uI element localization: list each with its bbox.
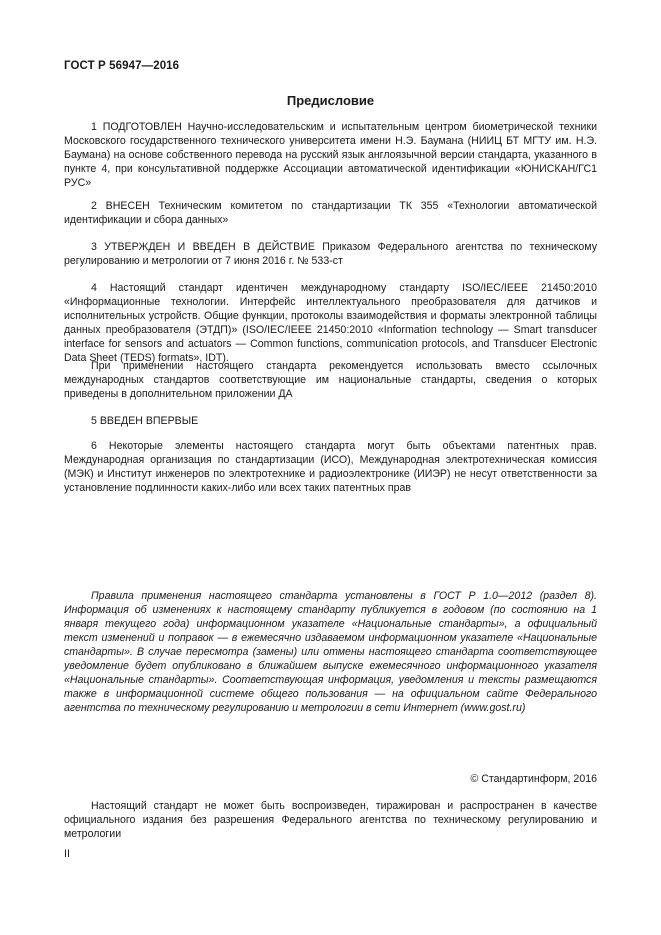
item-6-text: 6 Некоторые элементы настоящего стандарта могут быть объектами патентных прав. Международная организация по стандартизации (ИСО), Международная электротехническая комиссия (МЭК) и Институт инженеров по электротехнике и радиоэлектронике (ИИЭР) не несут ответственности за установление подлинности каких-либо или всех таких патентных прав (64, 440, 597, 494)
page-title: Предисловие (286, 93, 375, 108)
page-number: II (64, 848, 70, 860)
item-2 (64, 199, 597, 227)
rules-note-text: Правила применения настоящего стандарта установлены в ГОСТ Р 1.0—2012 (раздел 8). Информация об изменениях к настоящему стандарту публикуется в годовом (по состоянию на 1 января текущего года) информационном указателе «Национальные стандарты», а официальный текст изменений и поправок — в ежемесячно издаваемом информационном указателе «Национальные стандарты». В случае пересмотра (замены) или отмены настоящего стандарта соответствующее уведомление будет опубликовано в ближайшем выпуске ежемесячного информационного указателя «Национальные стандарты». Соответствующая информация, уведомления и тексты размещаются также в информационной системе общего пользования — на официальном сайте Федерального агентства по техническому регулированию и метрологии в сети Интернет (www.gost.ru) (64, 590, 597, 714)
rules-note (64, 589, 597, 715)
item-6 (64, 439, 597, 495)
item-2-text: 2 ВНЕСЕН Техническим комитетом по стандартизации ТК 355 «Технологии автоматической идентификации и сбора данных» (64, 200, 597, 226)
item-4-text: 4 Настоящий стандарт идентичен международному стандарту ISO/IEC/IEEE 21450:2010 «Информационные технологии. Интерфейс интеллектуального преобразователя для датчиков и исполнительных устройств. Общие функции, протоколы взаимодействия и форматы электронной таблицы данных преобразователя (ЭТДП)» (ISO/IEC/IEEE 21450:2010 «Information technology — Smart transducer interface for sensors and actuators — Common functions, communication protocols, and Transducer Electronic Data Sheet (TEDS) formats», IDT). (64, 282, 597, 364)
item-4 (64, 281, 597, 365)
reproduction-notice-text: Настоящий стандарт не может быть воспроизведен, тиражирован и распространен в качестве официального издания без разрешения Федерального агентства по техническому регулированию и метрологии (64, 800, 597, 840)
item-5-text: 5 ВВЕДЕН ВПЕРВЫЕ (91, 415, 199, 427)
item-4-note-text: При применении настоящего стандарта рекомендуется использовать вместо ссылочных международных стандартов соответствующие им национальные стандарты, сведения о которых приведены в дополнительном приложении ДА (64, 360, 597, 400)
item-1-text: 1 ПОДГОТОВЛЕН Научно-исследовательским и испытательным центром биометрической техники Московского государственного технического университета имени Н.Э. Баумана (НИИЦ БТ МГТУ им. Н.Э. Баумана) на основе собственного перевода на русский язык англоязычной версии стандарта, указанного в пункте 4, при консультативной поддержке Ассоциации автоматической идентификации «ЮНИСКАН/ГС1 РУС» (64, 121, 597, 189)
document-header: ГОСТ Р 56947—2016 (64, 60, 180, 72)
item-3-text: 3 УТВЕРЖДЕН И ВВЕДЕН В ДЕЙСТВИЕ Приказом Федерального агентства по техническому регулированию и метрологии от 7 июня 2016 г. № 533-ст (64, 241, 597, 267)
item-1 (64, 120, 597, 190)
item-3 (64, 240, 597, 268)
item-5 (64, 414, 597, 428)
copyright: © Стандартинформ, 2016 (470, 773, 597, 785)
reproduction-notice (64, 799, 597, 841)
item-4-note (64, 359, 597, 401)
